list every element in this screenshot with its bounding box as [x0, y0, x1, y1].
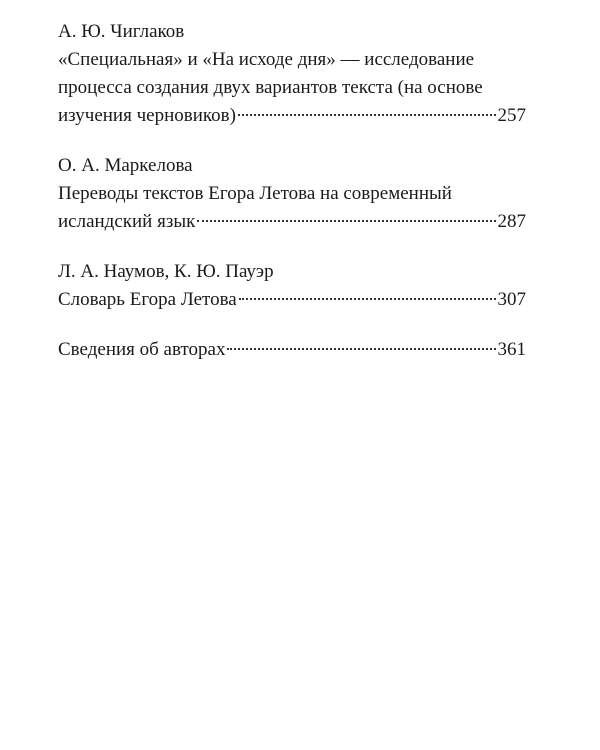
entry-title-line: «Специальная» и «На исходе дня» — исследование: [58, 49, 475, 70]
page-number: 287: [497, 211, 526, 232]
entry-title-line: процесса создания двух вариантов текста (на основе: [58, 77, 483, 98]
entry-author: А. Ю. Чиглаков: [58, 21, 185, 42]
toc-entry-markelova: [58, 152, 526, 236]
toc-entry-chiglakov: [58, 18, 526, 130]
entry-title-last-line: Сведения об авторах: [58, 339, 226, 360]
entry-leader-line[interactable]: [58, 208, 526, 236]
toc-entry-naumov-pauer: [58, 258, 526, 314]
page-number: 307: [497, 289, 526, 310]
dot-leader: [197, 220, 495, 222]
entry-author: О. А. Маркелова: [58, 155, 193, 176]
dot-leader: [227, 348, 495, 350]
entry-title-last-line: исландский язык: [58, 211, 196, 232]
entry-title-line: Переводы текстов Егора Летова на современный: [58, 183, 452, 204]
entry-leader-line[interactable]: [58, 286, 526, 314]
page-number: 361: [497, 339, 526, 360]
dot-leader: [238, 114, 496, 116]
toc-entry-authors-info: [58, 336, 526, 364]
entry-title-last-line: изучения черновиков): [58, 105, 236, 126]
entry-leader-line[interactable]: [58, 102, 526, 130]
dot-leader: [239, 298, 496, 300]
entry-title-last-line: Словарь Егора Летова: [58, 289, 237, 310]
page-number: 257: [497, 105, 526, 126]
entry-author: Л. А. Наумов, К. Ю. Пауэр: [58, 261, 274, 282]
table-of-contents: [58, 18, 526, 386]
entry-leader-line[interactable]: [58, 336, 526, 364]
